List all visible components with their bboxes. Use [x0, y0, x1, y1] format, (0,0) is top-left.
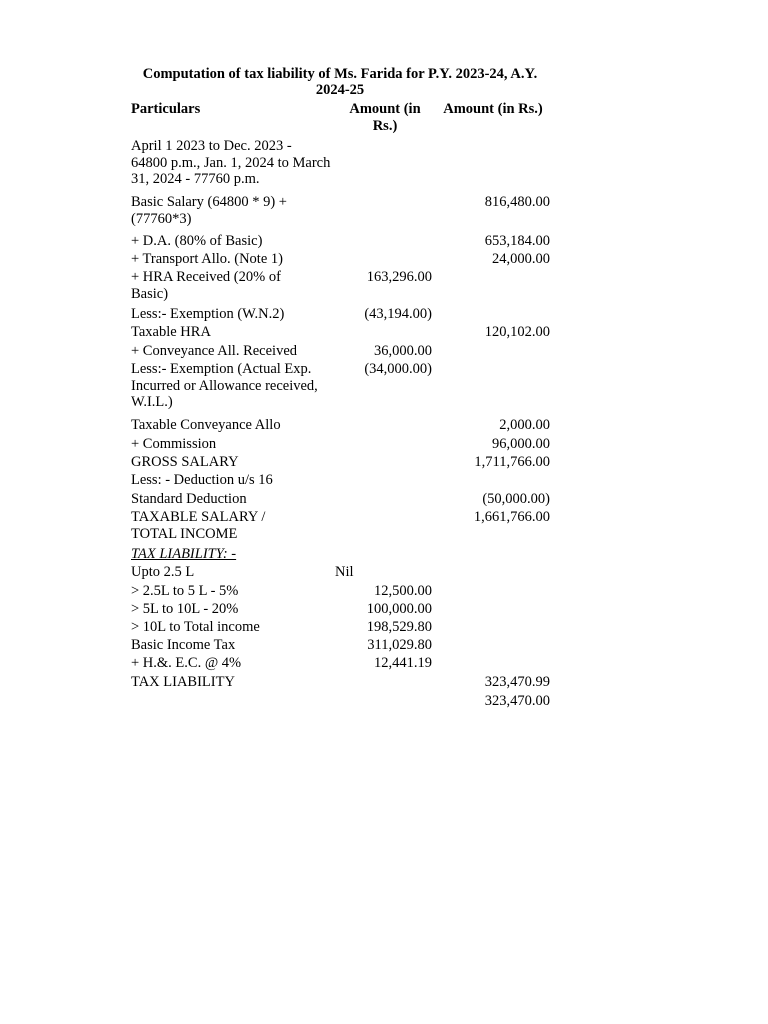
row-label: Less:- Exemption (W.N.2) [131, 306, 285, 322]
row-label: + Transport Allo. (Note 1) [131, 251, 283, 267]
row-label: Standard Deduction [131, 491, 247, 507]
header-amount-1: Amount (in Rs.) [349, 101, 421, 134]
row-label: + HRA Received (20% of Basic) [131, 269, 281, 302]
row-label: Less: - Deduction u/s 16 [131, 472, 273, 488]
row-amount-1: Nil [335, 564, 354, 580]
row-amount-1: (43,194.00) [364, 306, 432, 322]
row-label: Basic Income Tax [131, 637, 236, 653]
row-amount-2: 96,000.00 [492, 436, 550, 452]
row-amount-2: 1,711,766.00 [474, 454, 550, 470]
row-amount-1: (34,000.00) [364, 361, 432, 377]
row-label: + D.A. (80% of Basic) [131, 233, 263, 249]
header-amount-2: Amount (in Rs.) [443, 101, 543, 117]
row-amount-1: 36,000.00 [374, 343, 432, 359]
row-label: + H.&. E.C. @ 4% [131, 655, 242, 671]
row-label: GROSS SALARY [131, 454, 239, 470]
row-label: + Commission [131, 436, 217, 452]
row-amount-2: 816,480.00 [484, 194, 550, 210]
row-label: Basic Salary (64800 * 9) + (77760*3) [131, 194, 287, 227]
row-amount-1: 198,529.80 [366, 619, 432, 635]
row-amount-1: 12,441.19 [374, 655, 432, 671]
row-label: > 2.5L to 5 L - 5% [131, 583, 239, 599]
row-label: + Conveyance All. Received [131, 343, 298, 359]
row-amount-2: 120,102.00 [484, 324, 550, 340]
row-amount-2: 653,184.00 [484, 233, 550, 249]
row-label: Taxable HRA [131, 324, 211, 340]
row-label: Upto 2.5 L [131, 564, 195, 580]
row-amount-1: 163,296.00 [366, 269, 432, 285]
row-label: > 10L to Total income [131, 619, 260, 635]
row-amount-2: (50,000.00) [482, 491, 550, 507]
row-amount-1: 12,500.00 [374, 583, 432, 599]
row-label: TAXABLE SALARY / TOTAL INCOME [131, 509, 266, 542]
row-amount-2: 323,470.99 [484, 674, 550, 690]
row-amount-2: 323,470.00 [484, 693, 550, 709]
document-title: Computation of tax liability of Ms. Farida for P.Y. 2023-24, A.Y. 2024-25 [142, 66, 538, 98]
row-label: April 1 2023 to Dec. 2023 - 64800 p.m., Jan. 1, 2024 to March 31, 2024 - 77760 p.m. [131, 138, 331, 187]
row-label: > 5L to 10L - 20% [131, 601, 239, 617]
row-amount-1: 100,000.00 [366, 601, 432, 617]
row-label: Taxable Conveyance Allo [131, 417, 281, 433]
row-amount-2: 24,000.00 [492, 251, 550, 267]
tax-liability-heading: TAX LIABILITY: - [131, 546, 237, 562]
row-label: Less:- Exemption (Actual Exp. Incurred or Allowance received, W.I.L.) [131, 361, 318, 410]
row-amount-2: 1,661,766.00 [473, 509, 550, 525]
row-label: TAX LIABILITY [131, 674, 235, 690]
header-particulars: Particulars [131, 101, 201, 117]
row-amount-1: 311,029.80 [367, 637, 432, 653]
row-amount-2: 2,000.00 [499, 417, 550, 433]
